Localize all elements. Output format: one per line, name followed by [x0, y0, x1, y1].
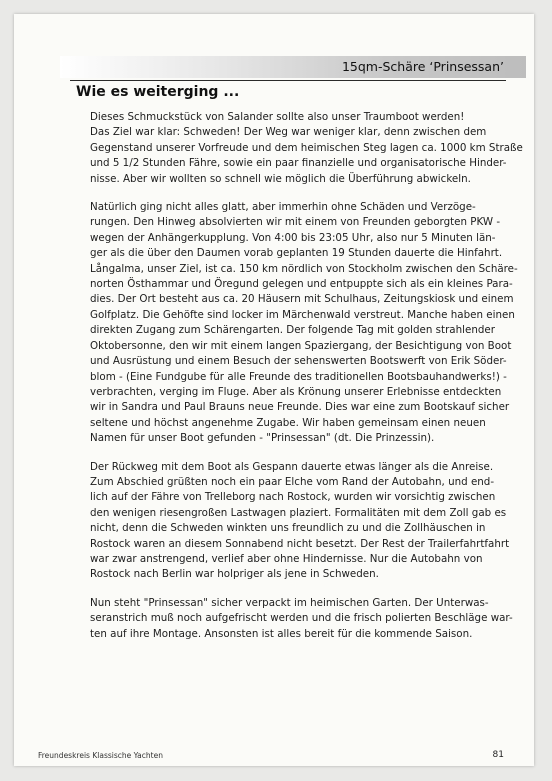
text-line: Der Rückweg mit dem Boot als Gespann dauerte etwas länger als die Anreise. — [90, 460, 494, 473]
text-line: seltene und höchst angenehme Zugabe. Wir haben gemeinsam einen neuen — [90, 416, 486, 429]
text-line: ger als die über den Daumen vorab geplanten 19 Stunden dauerte die Hinfahrt. — [90, 247, 503, 260]
text-line: nicht, denn die Schweden winkten uns freundlich zu und die Zollhäuschen in — [90, 522, 486, 535]
paragraph-3 — [76, 460, 510, 583]
paragraph-2 — [76, 200, 518, 447]
text-line: nisse. Aber wir wollten so schnell wie möglich die Überführung abwickeln. — [90, 172, 471, 185]
text-line: seranstrich muß noch aufgefrischt werden und die frisch polierten Beschläge war- — [90, 612, 513, 625]
text-line: wegen der Anhängerkupplung. Von 4:00 bis 23:05 Uhr, also nur 5 Minuten län- — [90, 231, 496, 244]
text-line: Das Ziel war klar: Schweden! Der Weg war weniger klar, denn zwischen dem — [90, 126, 487, 139]
text-line: direkten Zugang zum Schärengarten. Der folgende Tag mit golden strahlender — [90, 324, 495, 337]
text-line: Natürlich ging nicht alles glatt, aber immerhin ohne Schäden und Verzöge- — [90, 201, 476, 214]
text-line: verbrachten, verging im Fluge. Aber als Krönung unserer Erlebnisse entdeckten — [90, 385, 502, 398]
text-line: Gegenstand unserer Vorfreude und dem heimischen Steg lagen ca. 1000 km Straße — [90, 141, 523, 154]
section-heading: Wie es weiterging ... — [76, 84, 240, 100]
text-line: Långalma, unser Ziel, ist ca. 150 km nördlich von Stockholm zwischen den Schäre- — [90, 262, 518, 275]
paragraph-4 — [76, 596, 513, 642]
text-line: den wenigen riesengroßen Lastwagen plaziert. Formalitäten mit dem Zoll gab es — [90, 506, 507, 519]
paragraph-1 — [76, 110, 523, 187]
text-line: Rostock nach Berlin war holpriger als jene in Schweden. — [90, 568, 379, 581]
header-divider — [70, 80, 506, 81]
text-line: Namen für unser Boot gefunden - "Prinsessan" (dt. Die Prinzessin). — [90, 432, 435, 445]
text-line: dies. Der Ort besteht aus ca. 20 Häusern mit Schulhaus, Zeitungskiosk und einem — [90, 293, 514, 306]
text-line: Dieses Schmuckstück von Salander sollte also unser Traumboot werden! — [90, 111, 465, 123]
text-line: Oktobersonne, den wir mit einem langen Spaziergang, der Besichtigung von Boot — [90, 339, 512, 352]
text-line: blom - (Eine Fundgube für alle Freunde des traditionellen Bootsbauhandwerks!) - — [90, 370, 507, 383]
footer-publisher: Freundeskreis Klassische Yachten — [38, 751, 163, 760]
text-line: rungen. Den Hinweg absolvierten wir mit einem von Freunden geborgten PKW - — [90, 216, 501, 229]
page-number: 81 — [492, 750, 504, 760]
text-line: norten Östhammar und Öregund gelegen und entpuppte sich als ein kleines Para- — [90, 278, 513, 291]
article-body — [76, 110, 523, 655]
text-line: war zwar anstrengend, verlief aber ohne Hindernisse. Nur die Autobahn von — [90, 552, 483, 565]
text-line: Zum Abschied grüßten noch ein paar Elche vom Rand der Autobahn, und end- — [90, 475, 495, 488]
text-line: und Ausrüstung und einem Besuch der sehenswerten Bootswerft von Erik Söder- — [90, 355, 507, 368]
running-header-title: 15qm-Schäre ‘Prinsessan’ — [341, 59, 504, 74]
text-line: Nun steht "Prinsessan" sicher verpackt im heimischen Garten. Der Unterwas- — [90, 596, 489, 609]
text-line: und 5 1/2 Stunden Fähre, sowie ein paar finanzielle und organisatorische Hinder- — [90, 157, 507, 170]
text-line: ten auf ihre Montage. Ansonsten ist alles bereit für die kommende Saison. — [90, 627, 473, 640]
text-line: Golfplatz. Die Gehöfte sind locker im Märchenwald verstreut. Manche haben einen — [90, 308, 515, 321]
text-line: lich auf der Fähre von Trelleborg nach Rostock, wurden wir vorsichtig zwischen — [90, 491, 496, 504]
text-line: wir in Sandra und Paul Brauns neue Freunde. Dies war eine zum Bootskauf sicher — [90, 401, 510, 414]
text-line: Rostock waren an diesem Sonnabend nicht besetzt. Der Rest der Trailerfahrtfahrt — [90, 537, 510, 550]
page-sheet — [14, 14, 534, 766]
